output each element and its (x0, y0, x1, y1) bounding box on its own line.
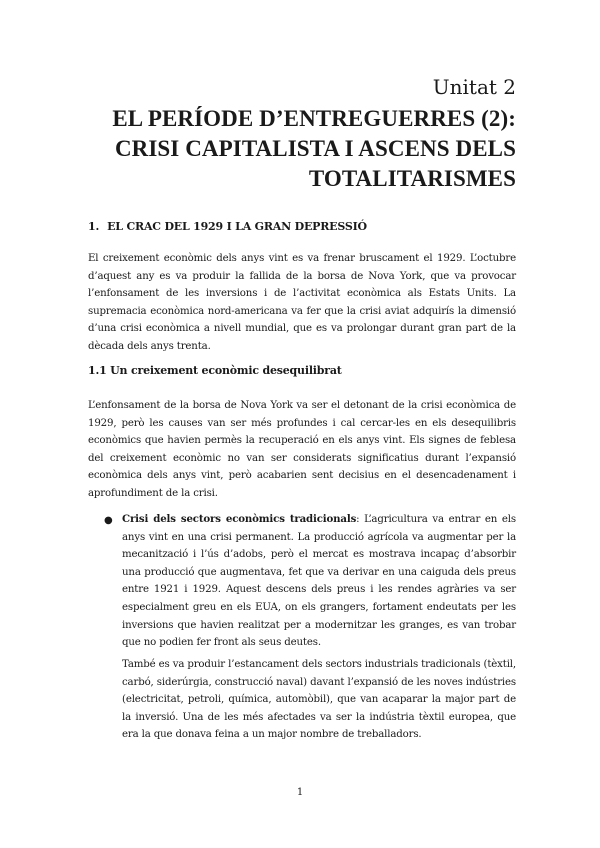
section-title: EL CRAC DEL 1929 I LA GRAN DEPRESSIÓ (107, 220, 367, 233)
bullet-marker: ● (104, 515, 113, 526)
bullet-item (122, 511, 516, 652)
title-line-2: CRISI CAPITALISTA I ASCENS DELS (114, 136, 516, 161)
paragraph-industry: També es va produir l’estancament dels sectors industrials tradicionals (tèxtil, carbó, siderúrgia, construcció naval) davant l’expansió de les noves indústries (electricitat, petroli, química, automòbil), que van acaparar la major part de la inversió. Una de les més afectades va ser la indústria tèxtil europea, que era la que donava feina a un major nombre de treballadors. (122, 659, 516, 741)
paragraph-causes: L’enfonsament de la borsa de Nova York va ser el detonant de la crisi econòmica de 1929, però les causes van ser més profundes i cal cercar-les en els desequilibris econòmics que havien permès la recuperació en els anys vint. Els signes de feblesa del creixement econòmic no van ser considerats significatius durant l’expansió econòmica dels anys vint, però acabarien sent decisius en el desencadenament i aprofundiment de la crisi. (88, 400, 516, 499)
title-line-3: TOTALITARISMES (308, 166, 516, 191)
page-title (56, 104, 516, 194)
subsection-heading: 1.1 Un creixement econòmic desequilibrat (88, 364, 342, 377)
bullet-body: : L’agricultura va entrar en els anys vint en una crisi permanent. La producció agrícola va augmentar per la mecanització i l’ús d’adobs, però el mercat es mostrava incapaç d’absorbir una producció que augmentava, fet que va derivar en una caiguda dels preus entre 1921 i 1929. Aquest descens dels preus i les rendes agràries va ser especialment greu en els EUA, on els grangers, fortament endeutats per les inversions que havien realitzat per a modernitzar les granges, es van trobar que no podien fer front als seus deutes. (122, 514, 516, 649)
page-number: 1 (296, 787, 304, 798)
bullet-lead: Crisi dels sectors econòmics tradicionals (122, 513, 357, 525)
paragraph-intro: El creixement econòmic dels anys vint es va frenar bruscament el 1929. L’octubre d’aquest any es va produir la fallida de la borsa de Nova York, que va provocar l’enfonsament de les inversions i de l’activitat econòmica als Estats Units. La supremacia econòmica nord-americana va fer que la crisi aviat adquirís la dimensió d’una crisi econòmica a nivell mundial, que es va prolongar durant gran part de la dècada dels anys trenta. (88, 253, 516, 352)
section-number: 1. (88, 220, 100, 233)
section-heading (88, 220, 367, 234)
unit-label: Unitat 2 (432, 75, 516, 99)
title-line-1: EL PERÍODE D’ENTREGUERRES (2): (112, 106, 516, 131)
